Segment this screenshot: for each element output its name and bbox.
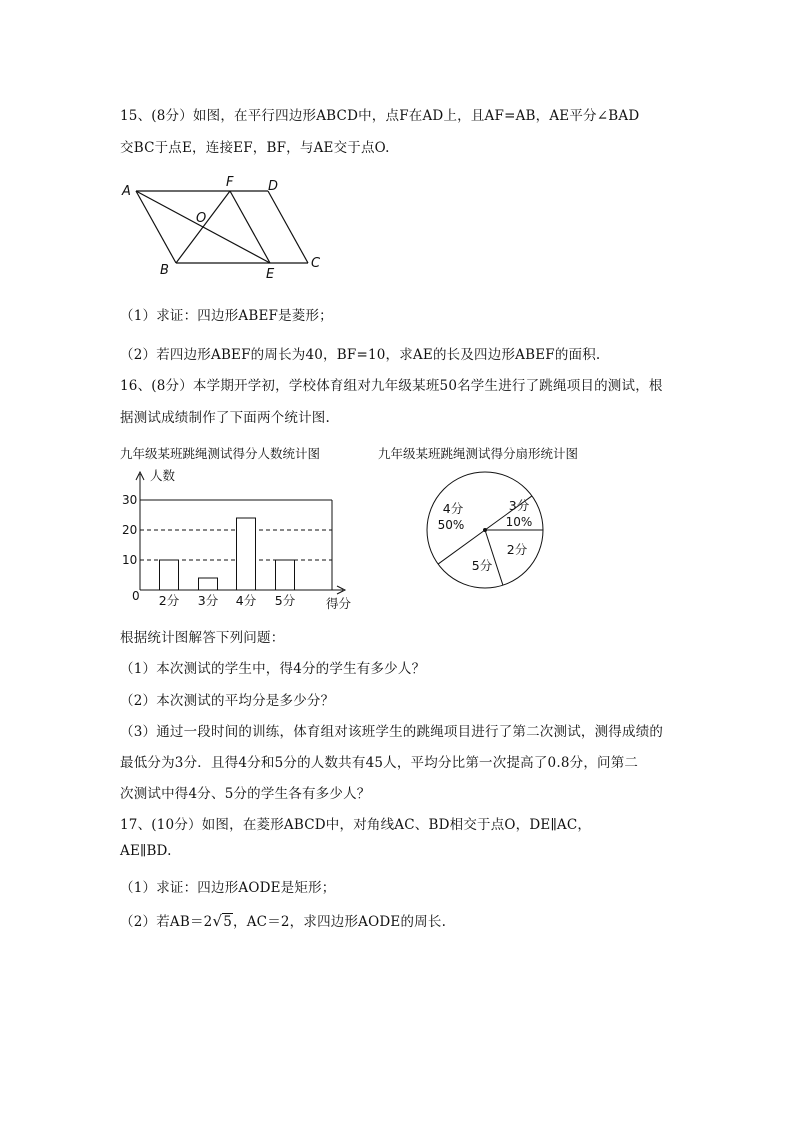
q17-line2: AE∥BD. (120, 843, 172, 859)
label-A: A (122, 184, 131, 199)
side-DC (268, 191, 308, 263)
q15-part1: （1）求证：四边形ABEF是菱形； (120, 308, 333, 324)
x-tick-3: 4分 (235, 593, 257, 608)
y-axis-title: 人数 (150, 468, 176, 483)
label-C: C (311, 256, 321, 271)
label-O: O (196, 211, 207, 226)
q16-part3-line2: 最低分为3分．且得4分和5分的人数共有45人，平均分比第一次提高了0.8分，问第二 (120, 755, 639, 771)
pie-percent-1: 50% (437, 518, 465, 532)
q16-part-intro: 根据统计图解答下列问题： (120, 630, 285, 646)
parallelogram-figure (118, 172, 338, 284)
y-tick-0: 0 (132, 589, 140, 603)
pie-label-3: 2分 (506, 542, 528, 557)
bar-chart-title: 九年级某班跳绳测试得分人数统计图 (120, 446, 321, 461)
pie-center-dot (483, 528, 487, 532)
q16-part2: （2）本次测试的平均分是多少分？ (120, 693, 335, 709)
y-tick-20: 20 (122, 523, 138, 537)
bar-chart (118, 462, 363, 614)
x-axis-title: 得分 (326, 596, 352, 611)
q17-part1: （1）求证：四边形AODE是矩形； (120, 880, 336, 896)
q15-line1: 15、(8分）如图，在平行四边形ABCD中，点F在AD上，且AF=AB，AE平分∠BAD (120, 108, 640, 124)
pie-chart (420, 468, 550, 594)
x-tick-4: 5分 (274, 593, 296, 608)
segment-BF (176, 191, 230, 263)
q16-part3-line3: 次测试中得4分、5分的学生各有多少人？ (120, 786, 371, 802)
sqrt-sign: √ (212, 912, 223, 930)
bar-2 (199, 578, 218, 590)
q16-line1: 16、(8分）本学期开学初，学校体育组对九年级某班50名学生进行了跳绳项目的测试，根 (120, 378, 663, 394)
label-F: F (226, 175, 234, 190)
q15-part2: （2）若四边形ABEF的周长为40，BF=10，求AE的长及四边形ABEF的面积. (120, 347, 601, 363)
label-D: D (268, 179, 279, 194)
x-tick-2: 3分 (197, 593, 219, 608)
pie-label-2: 3分 (508, 498, 530, 513)
q17-part2-suffix: ，AC＝2，求四边形AODE的周长. (233, 914, 447, 930)
q17-part2-prefix: （2）若AB＝2 (120, 914, 213, 930)
q16-part3-line1: （3）通过一段时间的训练，体育组对该班学生的跳绳项目进行了第二次测试，测得成绩的 (120, 724, 664, 740)
q15-line2: 交BC于点E，连接EF，BF，与AE交于点O. (120, 140, 390, 156)
q17-part2 (120, 910, 446, 930)
q16-line2: 据测试成绩制作了下面两个统计图. (120, 410, 330, 426)
pie-chart-title: 九年级某班跳绳测试得分扇形统计图 (378, 446, 579, 461)
label-E: E (266, 267, 275, 282)
q16-part1: （1）本次测试的学生中，得4分的学生有多少人？ (120, 661, 426, 677)
bar-1 (160, 560, 179, 590)
x-tick-1: 2分 (158, 593, 180, 608)
sqrt-radicand: 5 (223, 914, 233, 930)
q17-line1: 17、(10分）如图，在菱形ABCD中，对角线AC、BD相交于点O，DE∥AC， (120, 817, 592, 833)
bar-4 (276, 560, 295, 590)
bar-3 (237, 518, 256, 590)
pie-label-1: 4分 (442, 501, 464, 516)
y-tick-10: 10 (122, 553, 138, 567)
pie-percent-2: 10% (505, 515, 533, 529)
label-B: B (160, 263, 169, 278)
y-tick-30: 30 (122, 493, 138, 507)
pie-label-4: 5分 (471, 558, 493, 573)
